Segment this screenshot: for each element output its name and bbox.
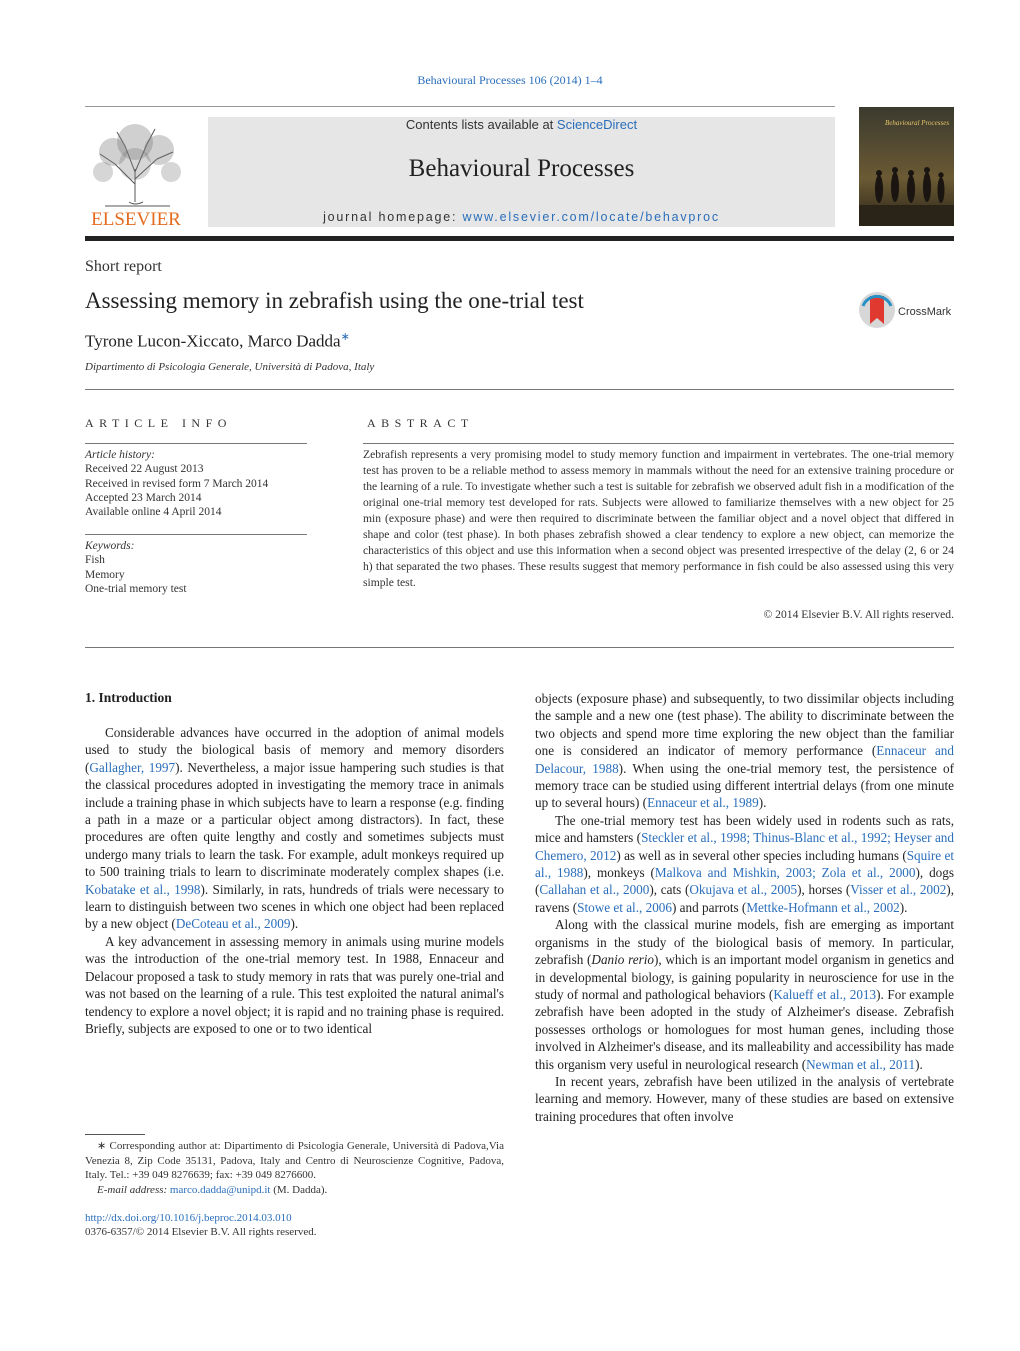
citation-link[interactable]: Callahan et al., 2000: [539, 882, 650, 898]
text: ) and parrots (: [671, 899, 747, 915]
text: ), ravens (: [535, 882, 954, 915]
email-suffix: (M. Dadda).: [270, 1183, 328, 1196]
keyword-item: Fish: [85, 554, 105, 567]
citation-link[interactable]: Squire et al., 1988: [535, 847, 954, 881]
article-info-rule: [85, 443, 307, 444]
keyword-item: Memory: [85, 568, 125, 581]
text: objects (exposure phase) and subsequently, to two dissimilar objects including the sample and a new one (test phase). The ability to discriminate between the two objects and spend more time exploring the new object than the familiar one is considered an indicator of memory performance (: [535, 691, 954, 759]
text: ). Similarly, in rats, hundreds of trials were necessary to learn to distinguish between two scenes in which one object had been replaced by a new object (: [85, 881, 504, 932]
text: ), which is an important model organism in genetics and in developmental biology, is gaining popularity in neuroscience for use in the study of normal and pathological behaviors (: [535, 952, 955, 1002]
paragraph: In recent years, zebrafish have been utilized in the analysis of vertebrate learning and memory. However, many of these studies are based on extensive training procedures that often involve: [535, 1073, 954, 1124]
history-received: Received 22 August 2013: [85, 463, 204, 476]
history-label: Article history:: [85, 449, 155, 461]
crossmark-label: CrossMark: [898, 306, 952, 318]
text: Considerable advances have occurred in the adoption of animal models used to study the biological basis of memory and memory disorders (: [85, 725, 504, 775]
article-info-caption: ARTICLE INFO: [85, 416, 232, 430]
history-online: Available online 4 April 2014: [85, 506, 222, 519]
citation-link[interactable]: Stowe et al., 2006: [577, 899, 672, 915]
footnote-email: [85, 1183, 504, 1198]
text: ), monkeys (: [583, 865, 655, 881]
article-history: [85, 448, 268, 519]
email-label: E-mail address:: [97, 1183, 170, 1196]
abstract-divider: [85, 647, 954, 648]
text: Along with the classical murine models, fish are emerging as important organisms in the study of the biological basis of memory. In particular, zebrafish (: [535, 917, 954, 968]
affiliation: Dipartimento di Psicologia Generale, Università di Padova, Italy: [85, 361, 375, 373]
paragraph: [535, 812, 954, 916]
citation-link[interactable]: Ennaceur et al., 1989: [647, 795, 759, 811]
title-divider: [85, 389, 954, 390]
text: ), dogs (: [535, 865, 954, 898]
text: ).: [290, 916, 299, 932]
paragraph: [85, 724, 504, 933]
journal-banner: [208, 117, 835, 227]
text: ). For example zebrafish have been adopted in the study of Alzheimer's disease. Zebrafish possesses orthologs or homologues for most human genes, including those involved in Alzheimer's disease, and its malleability and accessibility has made this organism very useful in neurological research (: [535, 986, 954, 1072]
citation-link[interactable]: DeCoteau et al., 2009: [175, 916, 291, 932]
citation-link[interactable]: Okujava et al., 2005: [689, 882, 798, 898]
journal-cover-image[interactable]: [859, 107, 954, 226]
journal-reference[interactable]: Behavioural Processes 106 (2014) 1–4: [417, 73, 603, 87]
homepage-line: [208, 210, 835, 224]
citation-link[interactable]: Ennaceur and Delacour, 1988: [535, 743, 954, 776]
issn-copyright: 0376-6357/© 2014 Elsevier B.V. All rights reserved.: [85, 1226, 317, 1238]
citation-link[interactable]: Gallagher, 1997: [89, 759, 176, 775]
citation-link[interactable]: Kobatake et al., 1998: [85, 881, 201, 897]
header-rule: [85, 236, 954, 241]
abstract-copyright: © 2014 Elsevier B.V. All rights reserved.: [763, 608, 954, 621]
paragraph: [535, 690, 954, 812]
authors: [85, 330, 350, 352]
text: ).: [758, 795, 767, 811]
paragraph: [535, 916, 954, 1073]
doi-link[interactable]: http://dx.doi.org/10.1016/j.beproc.2014.03.010: [85, 1212, 292, 1224]
text: ). Nevertheless, a major issue hampering such studies is that the classical procedures adopted in investigating the memory trace in animals include a training phase in which subjects have to learn a response (e.g. finding a path in a maze or a particular object among distractors). In fact, these procedures are often quite lengthy and costly and sometimes subjects must undergo many trials to learn the task. For example, adult monkeys required up to 500 training trials to learn to discriminate moderately complex shapes (i.e.: [85, 759, 504, 880]
keyword-item: One-trial memory test: [85, 582, 187, 595]
keywords-rule: [85, 534, 307, 535]
body-column-left: [85, 724, 504, 1037]
text: ).: [899, 899, 908, 915]
cover-title: Behavioural Processes: [884, 119, 950, 127]
text: ).: [915, 1056, 923, 1072]
citation-link[interactable]: Steckler et al., 1998; Thinus-Blanc et al., 1992; Heyser and Chemero, 2012: [535, 830, 954, 863]
citation-link[interactable]: Newman et al., 2011: [806, 1056, 916, 1072]
sciencedirect-link[interactable]: ScienceDirect: [556, 117, 638, 132]
text: ) as well as in several other species including humans (: [616, 847, 907, 863]
article-type: Short report: [85, 258, 162, 275]
contents-prefix: Contents lists available at: [405, 117, 557, 132]
homepage-link[interactable]: www.elsevier.com/locate/behavproc: [462, 210, 720, 224]
footnote-rule: [85, 1134, 145, 1135]
footnote: [85, 1139, 504, 1197]
email-link[interactable]: marco.dadda@unipd.it: [169, 1183, 271, 1196]
history-revised: Received in revised form 7 March 2014: [85, 477, 269, 490]
crossmark-button[interactable]: [858, 290, 958, 330]
abstract-caption: ABSTRACT: [367, 416, 474, 430]
abstract-rule: [363, 443, 954, 444]
journal-name: Behavioural Processes: [408, 155, 635, 182]
citation-link[interactable]: Malkova and Mishkin, 2003; Zola et al., 2000: [654, 865, 916, 881]
header-divider: [85, 106, 835, 107]
text: ). When using the one-trial memory test, the persistence of memory trace can be studied using different intertrial delays (from one minute up to several hours) (: [535, 760, 954, 811]
history-accepted: Accepted 23 March 2014: [85, 491, 202, 504]
homepage-prefix: journal homepage:: [323, 210, 463, 224]
paragraph: A key advancement in assessing memory in animals using murine models was the introduction of the one-trial memory test. In 1988, Ennaceur and Delacour proposed a task to study memory in rats that was purely one-trial and was not based on the learning of a rule. This test exploited the natural animal's tendency to explore a novel object; it is rapid and no training phase is required. Briefly, subjects are exposed to one or to two identical: [85, 933, 504, 1036]
citation-link[interactable]: Visser et al., 2002: [850, 882, 947, 898]
contents-line: [208, 117, 835, 132]
text: ), cats (: [649, 882, 690, 898]
body-column-right: [535, 690, 954, 1125]
citation-link[interactable]: Mettke-Hofmann et al., 2002: [746, 899, 900, 915]
author-names: Tyrone Lucon-Xiccato, Marco Dadda: [85, 331, 341, 351]
footnote-text: ∗ Corresponding author at: Dipartimento di Psicologia Generale, Università di Padova,Via Venezia 8, Zip Code 35131, Padova, Italy and Centro di Neuroscienze Cognitive, Padova, Italy. Tel.: +39 049 8276639; fax: +39 049 8276600.: [85, 1140, 504, 1181]
elsevier-wordmark: ELSEVIER: [91, 209, 181, 229]
keywords-label: Keywords:: [85, 540, 135, 552]
keywords: [85, 539, 187, 596]
article-title: Assessing memory in zebrafish using the one-trial test: [85, 288, 584, 313]
corresponding-author-mark[interactable]: ∗: [340, 331, 350, 343]
text: ), horses (: [797, 882, 851, 898]
section-heading-introduction: 1. Introduction: [85, 690, 172, 705]
elsevier-logo: [85, 114, 188, 229]
species-name: Danio rerio: [591, 952, 654, 968]
citation-link[interactable]: Kalueff et al., 2013: [773, 986, 877, 1002]
abstract-text: Zebrafish represents a very promising model to study memory function and impairment in vertebrates. The one-trial memory test has proven to be a reliable method to assess memory in mammals without the need for an extensive training procedure or the learning of a rule. To investigate whether such a test is suitable for zebrafish we observed adult fish in a modification of the original one-trial memory test developed for rats. Subjects were allowed to familiarize themselves with a new object for 25 min (exposure phase) and were then required to discriminate between the familiar object and a novel object that differed in shape and color (test phase). In both phases zebrafish showed a clear tendency to explore a new object, can memorize the characteristics of this object and use this information when a second object was presented irrespective of the delay (2, 6 or 24 h) that separated the two phases. These results suggest that memory performance in fish could be also assessed using this very simple test.: [363, 448, 954, 589]
text: The one-trial memory test has been widely used in rodents such as rats, mice and hamsters (: [535, 812, 954, 846]
